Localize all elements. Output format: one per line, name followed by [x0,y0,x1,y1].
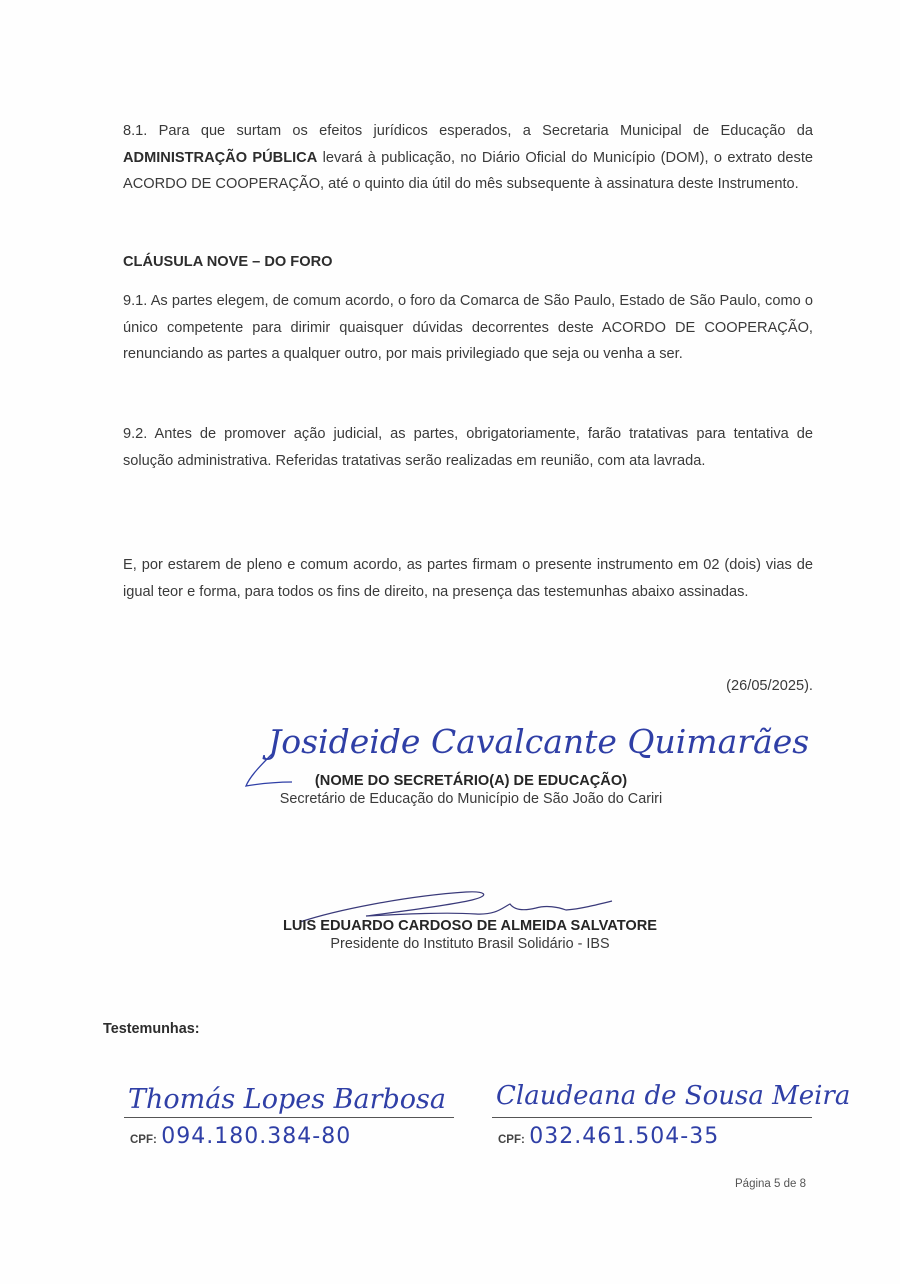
clause-9-1-paragraph: 9.1. As partes elegem, de comum acordo, o foro da Comarca de São Paulo, Estado de São Paulo, como o único competente para dirimir quaisquer dúvidas decorrentes deste ACORDO DE COOPERAÇÃO, renunciando as partes a qualquer outro, por mais privilegiado que seja ou venha a ser. [123,293,813,363]
witness-2-cpf-value: 032.461.504-35 [529,1124,720,1149]
closing-paragraph: E, por estarem de pleno e comum acordo, as partes firmam o presente instrumento em 02 (dois) vias de igual teor e forma, para todos os fins de direito, na presença das testemunhas abaixo assinadas. [123,557,813,600]
secretary-name: (NOME DO SECRETÁRIO(A) DE EDUCAÇÃO) [314,773,628,789]
witness-1-cpf-value: 094.180.384-80 [161,1124,352,1149]
secretary-role: Secretário de Educação do Município de São João do Cariri [279,791,663,807]
page-number: Página 5 de 8 [735,1178,806,1190]
clause-8-1-paragraph [123,118,813,198]
secretary-signature-block [240,773,702,807]
secretary-handwritten-signature: Josideide Cavalcante Quimarães [268,722,810,761]
witness-2-signature-line [492,1117,812,1118]
document-date: (26/05/2025). [726,678,813,694]
clause-8-1-rest: levará à publicação, no Diário Oficial do Município (DOM), o extrato deste ACORDO DE COOPERAÇÃO, até o quinto dia útil do mês subsequente à assinatura deste Instrumento. [123,149,813,193]
clause-9-2-paragraph: 9.2. Antes de promover ação judicial, as partes, obrigatoriamente, farão tratativas para tentativa de solução administrativa. Referidas tratativas serão realizadas em reunião, com ata lavrada. [123,426,813,469]
clause-8-1-start: 8.1. Para que surtam os efeitos jurídicos esperados, a Secretaria Municipal de Educação da [123,123,813,139]
witness-1-signature-line [124,1117,454,1118]
president-signature-block [220,918,720,952]
clause-nine-heading: CLÁUSULA NOVE – DO FORO [123,254,333,270]
president-name: LUIS EDUARDO CARDOSO DE ALMEIDA SALVATORE [282,918,658,934]
witness-2-cpf [498,1124,719,1149]
clause-8-1-bold: ADMINISTRAÇÃO PÚBLICA [123,149,318,166]
witness-2-handwritten-signature: Claudeana de Sousa Meira [496,1081,851,1111]
witness-1-handwritten-signature: Thomás Lopes Barbosa [128,1084,447,1115]
witness-1-cpf-label: CPF: [130,1134,157,1146]
president-role: Presidente do Instituto Brasil Solidário - IBS [330,936,610,952]
witnesses-label: Testemunhas: [103,1021,200,1037]
witness-1-cpf [130,1124,351,1149]
witness-2-cpf-label: CPF: [498,1134,525,1146]
